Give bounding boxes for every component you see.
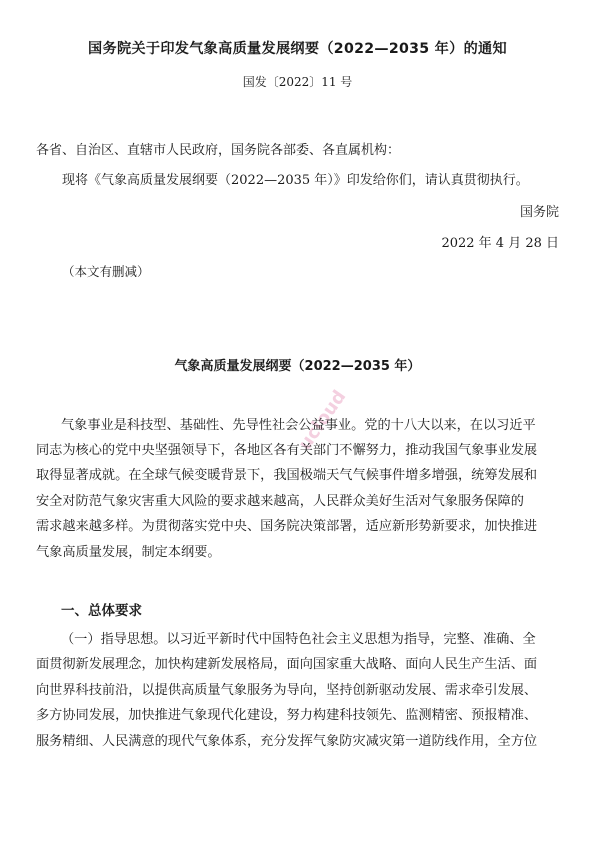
intro-line-2: 同志为核心的党中央坚强领导下，各地区各有关部门不懈努力，推动我国气象事业发展 [36, 443, 538, 458]
document-title: 国务院关于印发气象高质量发展纲要（2022—2035 年）的通知 [88, 41, 507, 57]
intro-line-1: 气象事业是科技型、基础性、先导性社会公益事业。党的十八大以来，在以习近平 [61, 418, 536, 433]
issuer-signature: 国务院 [519, 205, 559, 220]
intro-line-4: 安全对防范气象灾害重大风险的要求越来越高，人民群众美好生活对气象服务保障的 [36, 494, 524, 509]
abridged-note: （本文有删减） [62, 264, 150, 279]
guiding-line-4: 多方协同发展，加快推进气象现代化建设，努力构建科技领先、监测精密、预报精准、 [36, 708, 538, 723]
document-number: 国发〔2022〕11 号 [242, 75, 353, 89]
svg-text:ucloud: ucloud [294, 386, 351, 455]
notice-line: 现将《气象高质量发展纲要（2022—2035 年）》印发给你们，请认真贯彻执行。 [62, 173, 529, 188]
section-heading: 一、总体要求 [61, 603, 142, 619]
guiding-line-5: 服务精细、人民满意的现代气象体系，充分发挥气象防灾减灾第一道防线作用，全方位 [36, 734, 538, 749]
guiding-line-3: 向世界科技前沿，以提供高质量气象服务为导向，坚持创新驱动发展、需求牵引发展、 [36, 683, 538, 698]
intro-line-6: 气象高质量发展，制定本纲要。 [36, 545, 221, 560]
intro-line-5: 需求越来越多样。为贯彻落实党中央、国务院决策部署，适应新形势新要求，加快推进 [36, 519, 538, 534]
guiding-line-1: （一）指导思想。以习近平新时代中国特色社会主义思想为指导，完整、准确、全 [61, 632, 536, 647]
addressee-line: 各省、自治区、直辖市人民政府，国务院各部委、各直属机构： [36, 143, 401, 158]
intro-line-3: 取得显著成就。在全球气候变暖背景下，我国极端天气气候事件增多增强，统筹发展和 [36, 468, 538, 483]
issue-date: 2022 年 4 月 28 日 [441, 236, 559, 251]
outline-subtitle: 气象高质量发展纲要（2022—2035 年） [174, 359, 421, 374]
guiding-line-2: 面贯彻新发展理念，加快构建新发展格局，面向国家重大战略、面向人民生产生活、面 [36, 657, 538, 672]
